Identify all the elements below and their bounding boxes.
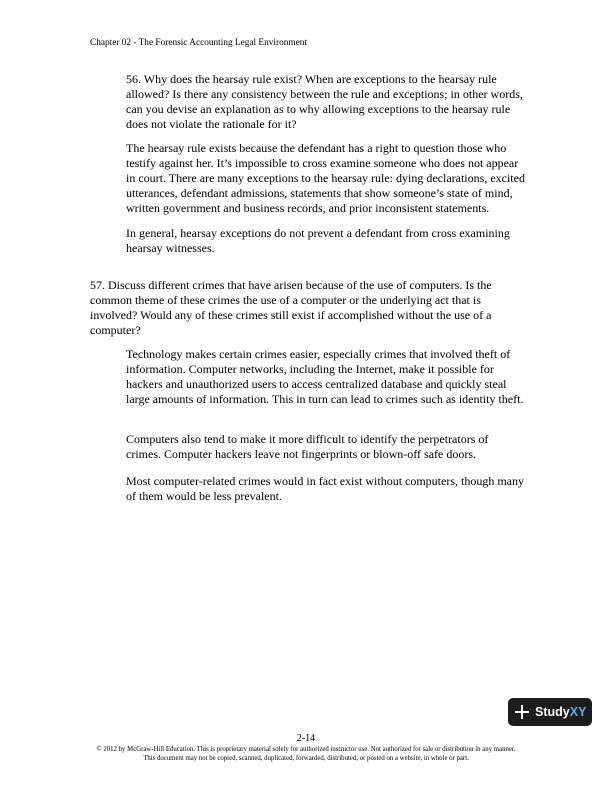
running-header: Chapter 02 - The Forensic Accounting Legal Environment <box>90 38 307 48</box>
copyright-notice: © 2012 by McGraw-Hill Education. This is proprietary material solely for authorized instructor use. Not authorized for sale or distribution in any manner. This document may not be copied, scanned, duplicated, forwarded, distributed, or posted on a website, in whole or part. <box>96 746 516 763</box>
question-57: 57. Discuss different crimes that have arisen because of the use of computers. Is the common theme of these crimes the use of a computer or the underlying act that is involved? Would any of these crimes still exist if accomplished without the use of a computer? <box>90 278 492 338</box>
page-number: 2-14 <box>296 733 316 744</box>
answer-56-paragraph-2: In general, hearsay exceptions do not prevent a defendant from cross examining hearsay witnesses. <box>126 226 510 256</box>
badge-brand <box>535 705 586 719</box>
badge-brand-suffix: XY <box>569 705 587 719</box>
question-56: 56. Why does the hearsay rule exist? When are exceptions to the hearsay rule allowed? Is there any consistency between the rule and exceptions; in other words, can you devise an explanation as to why allowing exceptions to the hearsay rule does not violate the rationale for it? <box>126 72 523 132</box>
answer-57-paragraph-2: Computers also tend to make it more difficult to identify the perpetrators of crimes. Computer hackers leave not fingerprints or blown-off safe doors. <box>126 432 489 462</box>
answer-57-paragraph-3: Most computer-related crimes would in fact exist without computers, though many of them would be less prevalent. <box>126 474 525 504</box>
studyxy-badge[interactable] <box>508 698 592 726</box>
badge-brand-prefix: Study <box>535 705 570 719</box>
answer-56-paragraph-1: The hearsay rule exists because the defendant has a right to question those who testify against her. It’s impossible to cross examine someone who does not appear in court. There are many exceptions to the hearsay rule: dying declarations, excited utterances, defendant admissions, statements that show someone’s state of mind, written government and business records, and prior inconsistent statements. <box>126 141 525 216</box>
answer-57-paragraph-1: Technology makes certain crimes easier, especially crimes that involved theft of information. Computer networks, including the Internet, make it possible for hackers and unauthorized users to access centralized database and quickly steal large amounts of information. This in turn can lead to crimes such as identity theft. <box>126 347 524 407</box>
plus-icon <box>515 705 529 719</box>
